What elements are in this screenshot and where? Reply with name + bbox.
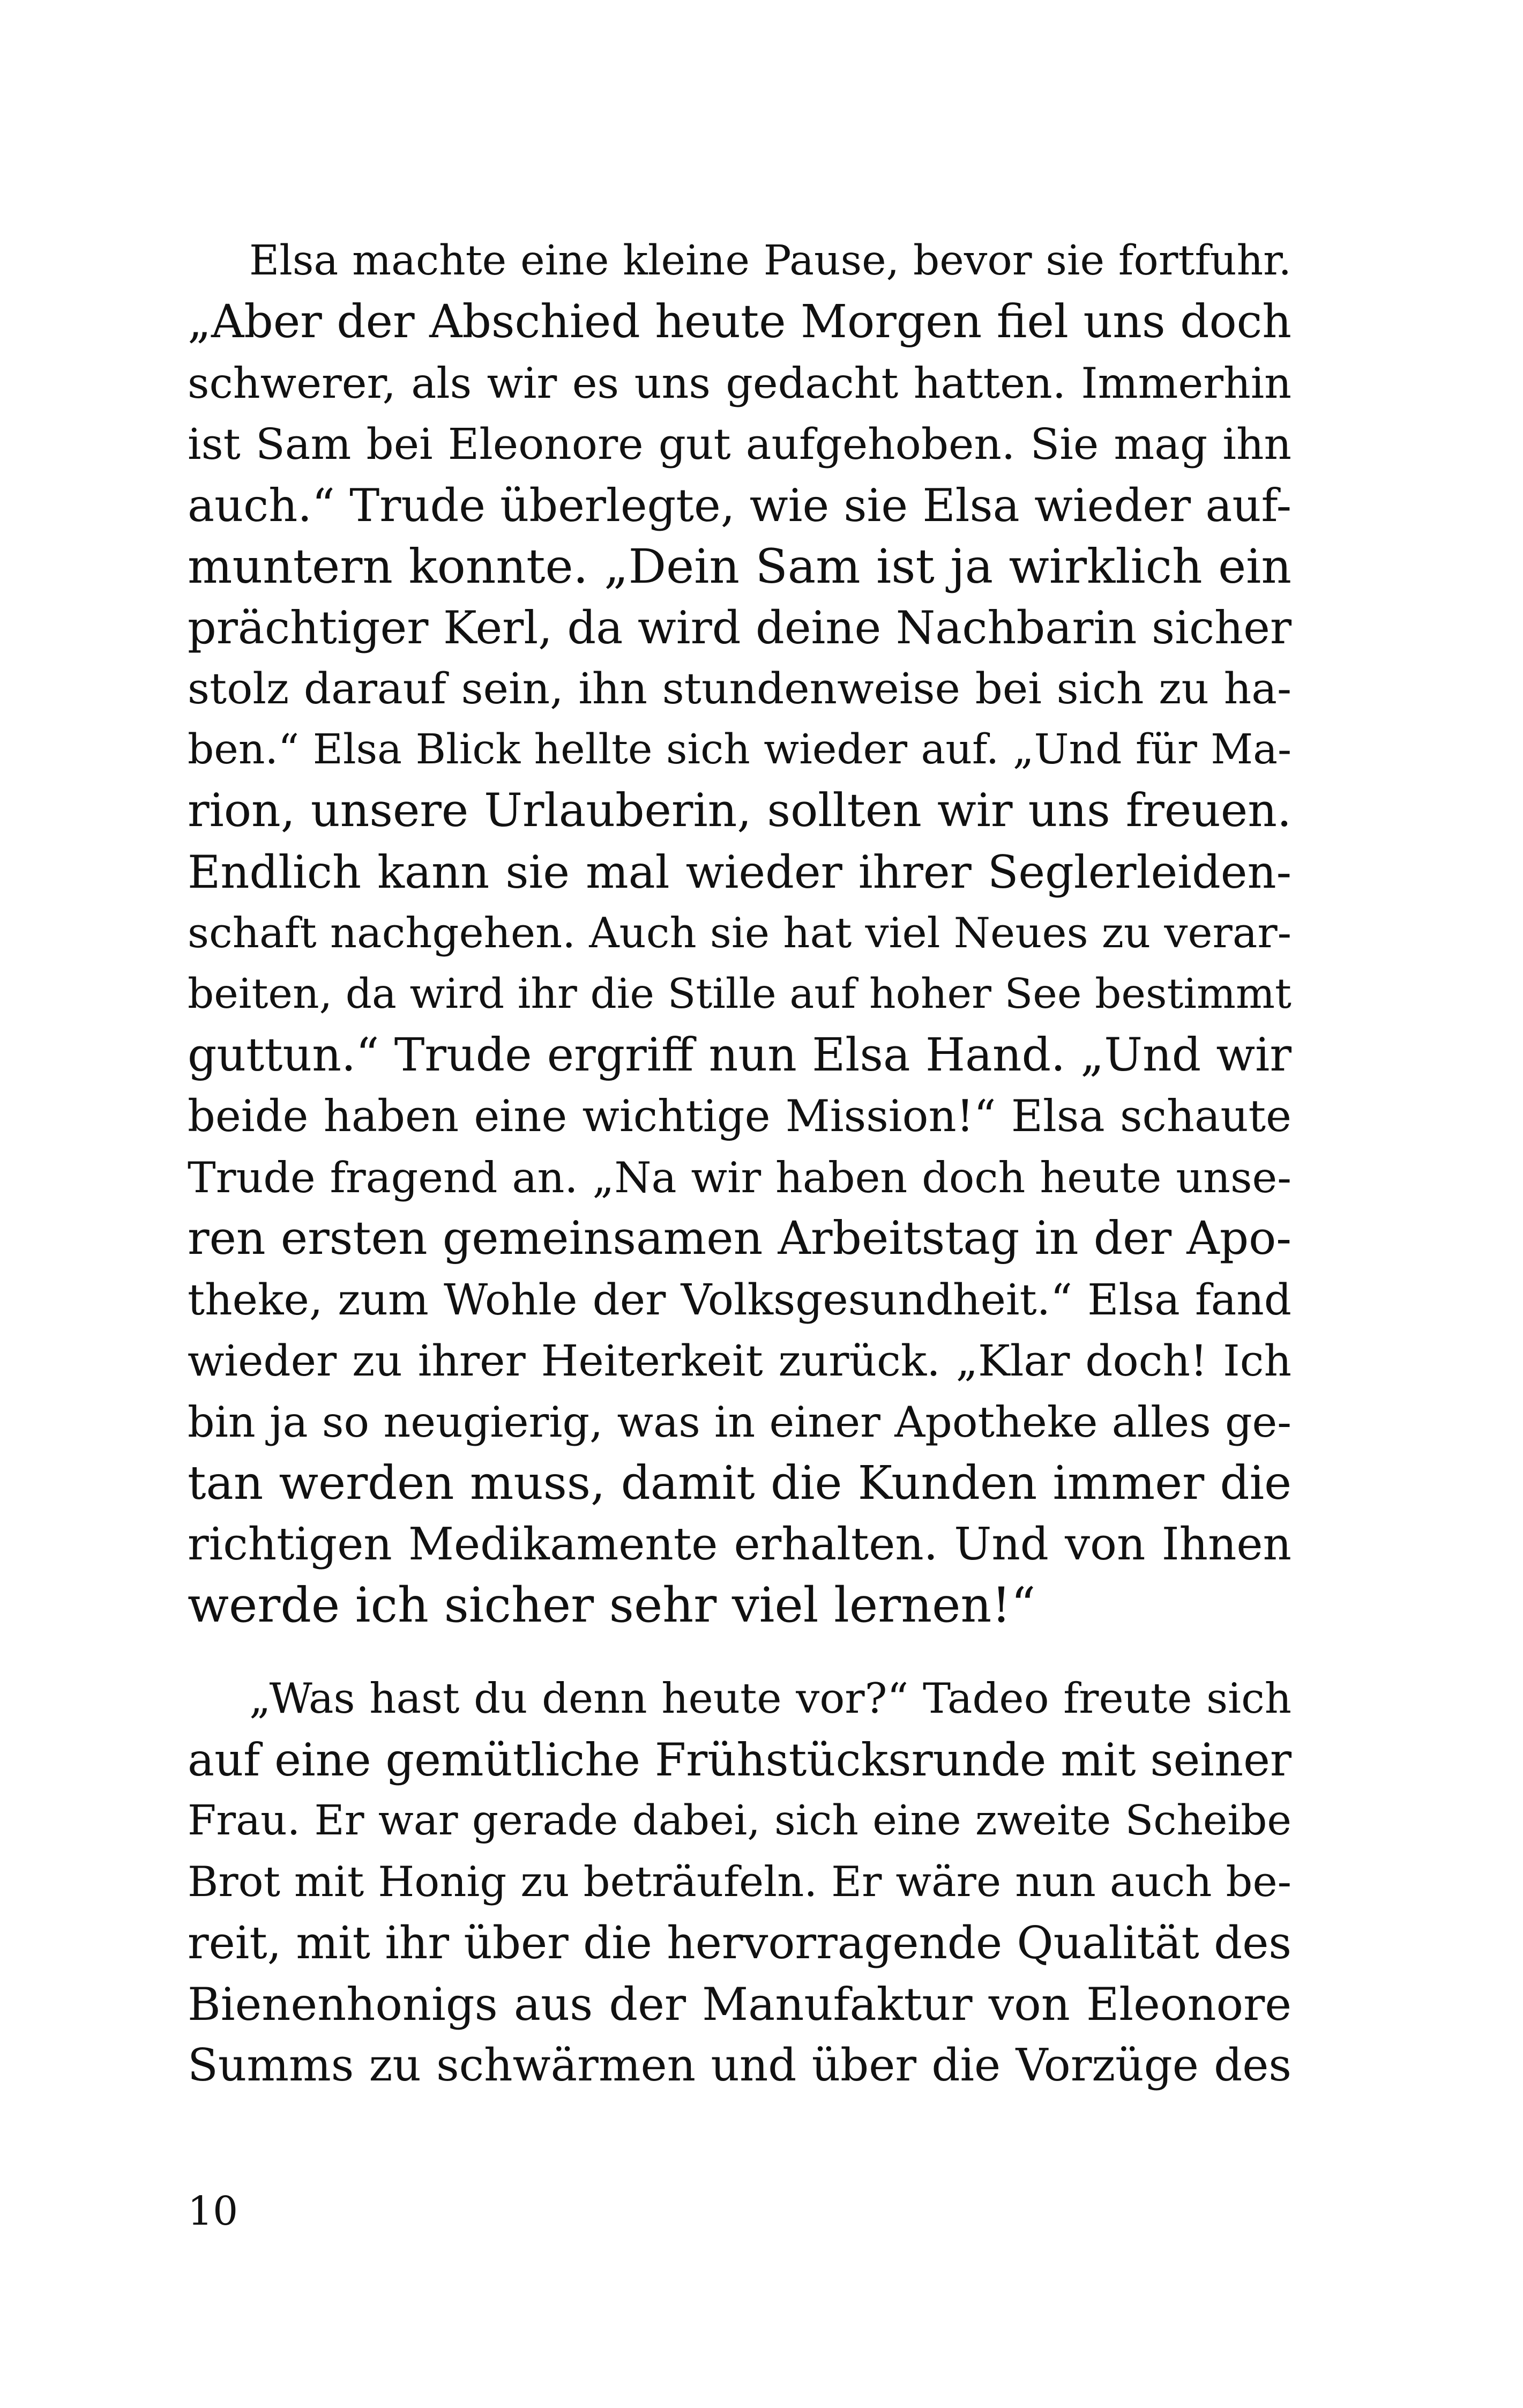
text-line: ist Sam bei Eleonore gut aufgehoben. Sie mag ihn xyxy=(188,419,1291,469)
text-line: „Aber der Abschied heute Morgen fiel uns doch xyxy=(188,295,1291,348)
text-line: beiten, da wird ihr die Stille auf hoher See bestimmt xyxy=(188,970,1291,1018)
text-line: richtigen Medikamente erhalten. Und von Ihnen xyxy=(188,1518,1291,1570)
text-line: Frau. Er war gerade dabei, sich eine zweite Scheibe xyxy=(188,1797,1291,1845)
text-line: muntern konnte. „Dein Sam ist ja wirklich ein xyxy=(188,539,1291,594)
paragraph-2 xyxy=(188,1668,1291,2096)
text-line: auch.“ Trude überlegte, wie sie Elsa wieder auf- xyxy=(188,479,1291,532)
text-line: tan werden muss, damit die Kunden immer die xyxy=(188,1456,1291,1510)
paragraph-1 xyxy=(188,231,1291,1636)
text-line: Brot mit Honig zu beträufeln. Er wäre nun auch be- xyxy=(188,1858,1291,1906)
text-line: Trude fragend an. „Na wir haben doch heute unse- xyxy=(188,1153,1291,1202)
text-line: bin ja so neugierig, was in einer Apotheke alles ge- xyxy=(188,1398,1291,1447)
text-line: werde ich sicher sehr viel lernen!“ xyxy=(188,1577,1036,1633)
text-line: schwerer, als wir es uns gedacht hatten. Immerhin xyxy=(188,359,1291,408)
text-line: wieder zu ihrer Heiterkeit zurück. „Klar doch! Ich xyxy=(188,1336,1291,1386)
text-line: Bienenhonigs aus der Manufaktur von Eleonore xyxy=(188,1978,1291,2031)
text-line: beide haben eine wichtige Mission!“ Elsa schaute xyxy=(188,1091,1291,1142)
text-line: „Was hast du denn heute vor?“ Tadeo freute sich xyxy=(249,1675,1291,1723)
text-line: ben.“ Elsa Blick hellte sich wieder auf. „Und für Ma- xyxy=(188,726,1291,774)
page-number: 10 xyxy=(188,2188,238,2234)
text-line: ren ersten gemeinsamen Arbeitstag in der Apo- xyxy=(188,1212,1291,1265)
text-line: Summs zu schwärmen und über die Vorzüge des xyxy=(188,2039,1291,2091)
text-line: prächtiger Kerl, da wird deine Nachbarin sicher xyxy=(188,601,1291,654)
text-line: Elsa machte eine kleine Pause, bevor sie fortfuhr. xyxy=(249,237,1291,285)
text-line: guttun.“ Trude ergriff nun Elsa Hand. „Und wir xyxy=(188,1029,1291,1082)
body-text xyxy=(188,231,1291,2096)
text-line: stolz darauf sein, ihn stundenweise bei sich zu ha- xyxy=(188,664,1291,714)
text-line: Endlich kann sie mal wieder ihrer Seglerleiden- xyxy=(188,846,1291,898)
text-line: auf eine gemütliche Frühstücksrunde mit seiner xyxy=(188,1734,1291,1786)
text-line: theke, zum Wohle der Volksgesundheit.“ Elsa fand xyxy=(188,1275,1291,1325)
text-line: reit, mit ihr über die hervorragende Qualität des xyxy=(188,1917,1291,1969)
text-line: rion, unsere Urlauberin, sollten wir uns freuen. xyxy=(188,784,1291,837)
text-line: schaft nachgehen. Auch sie hat viel Neues zu verar- xyxy=(188,909,1291,957)
